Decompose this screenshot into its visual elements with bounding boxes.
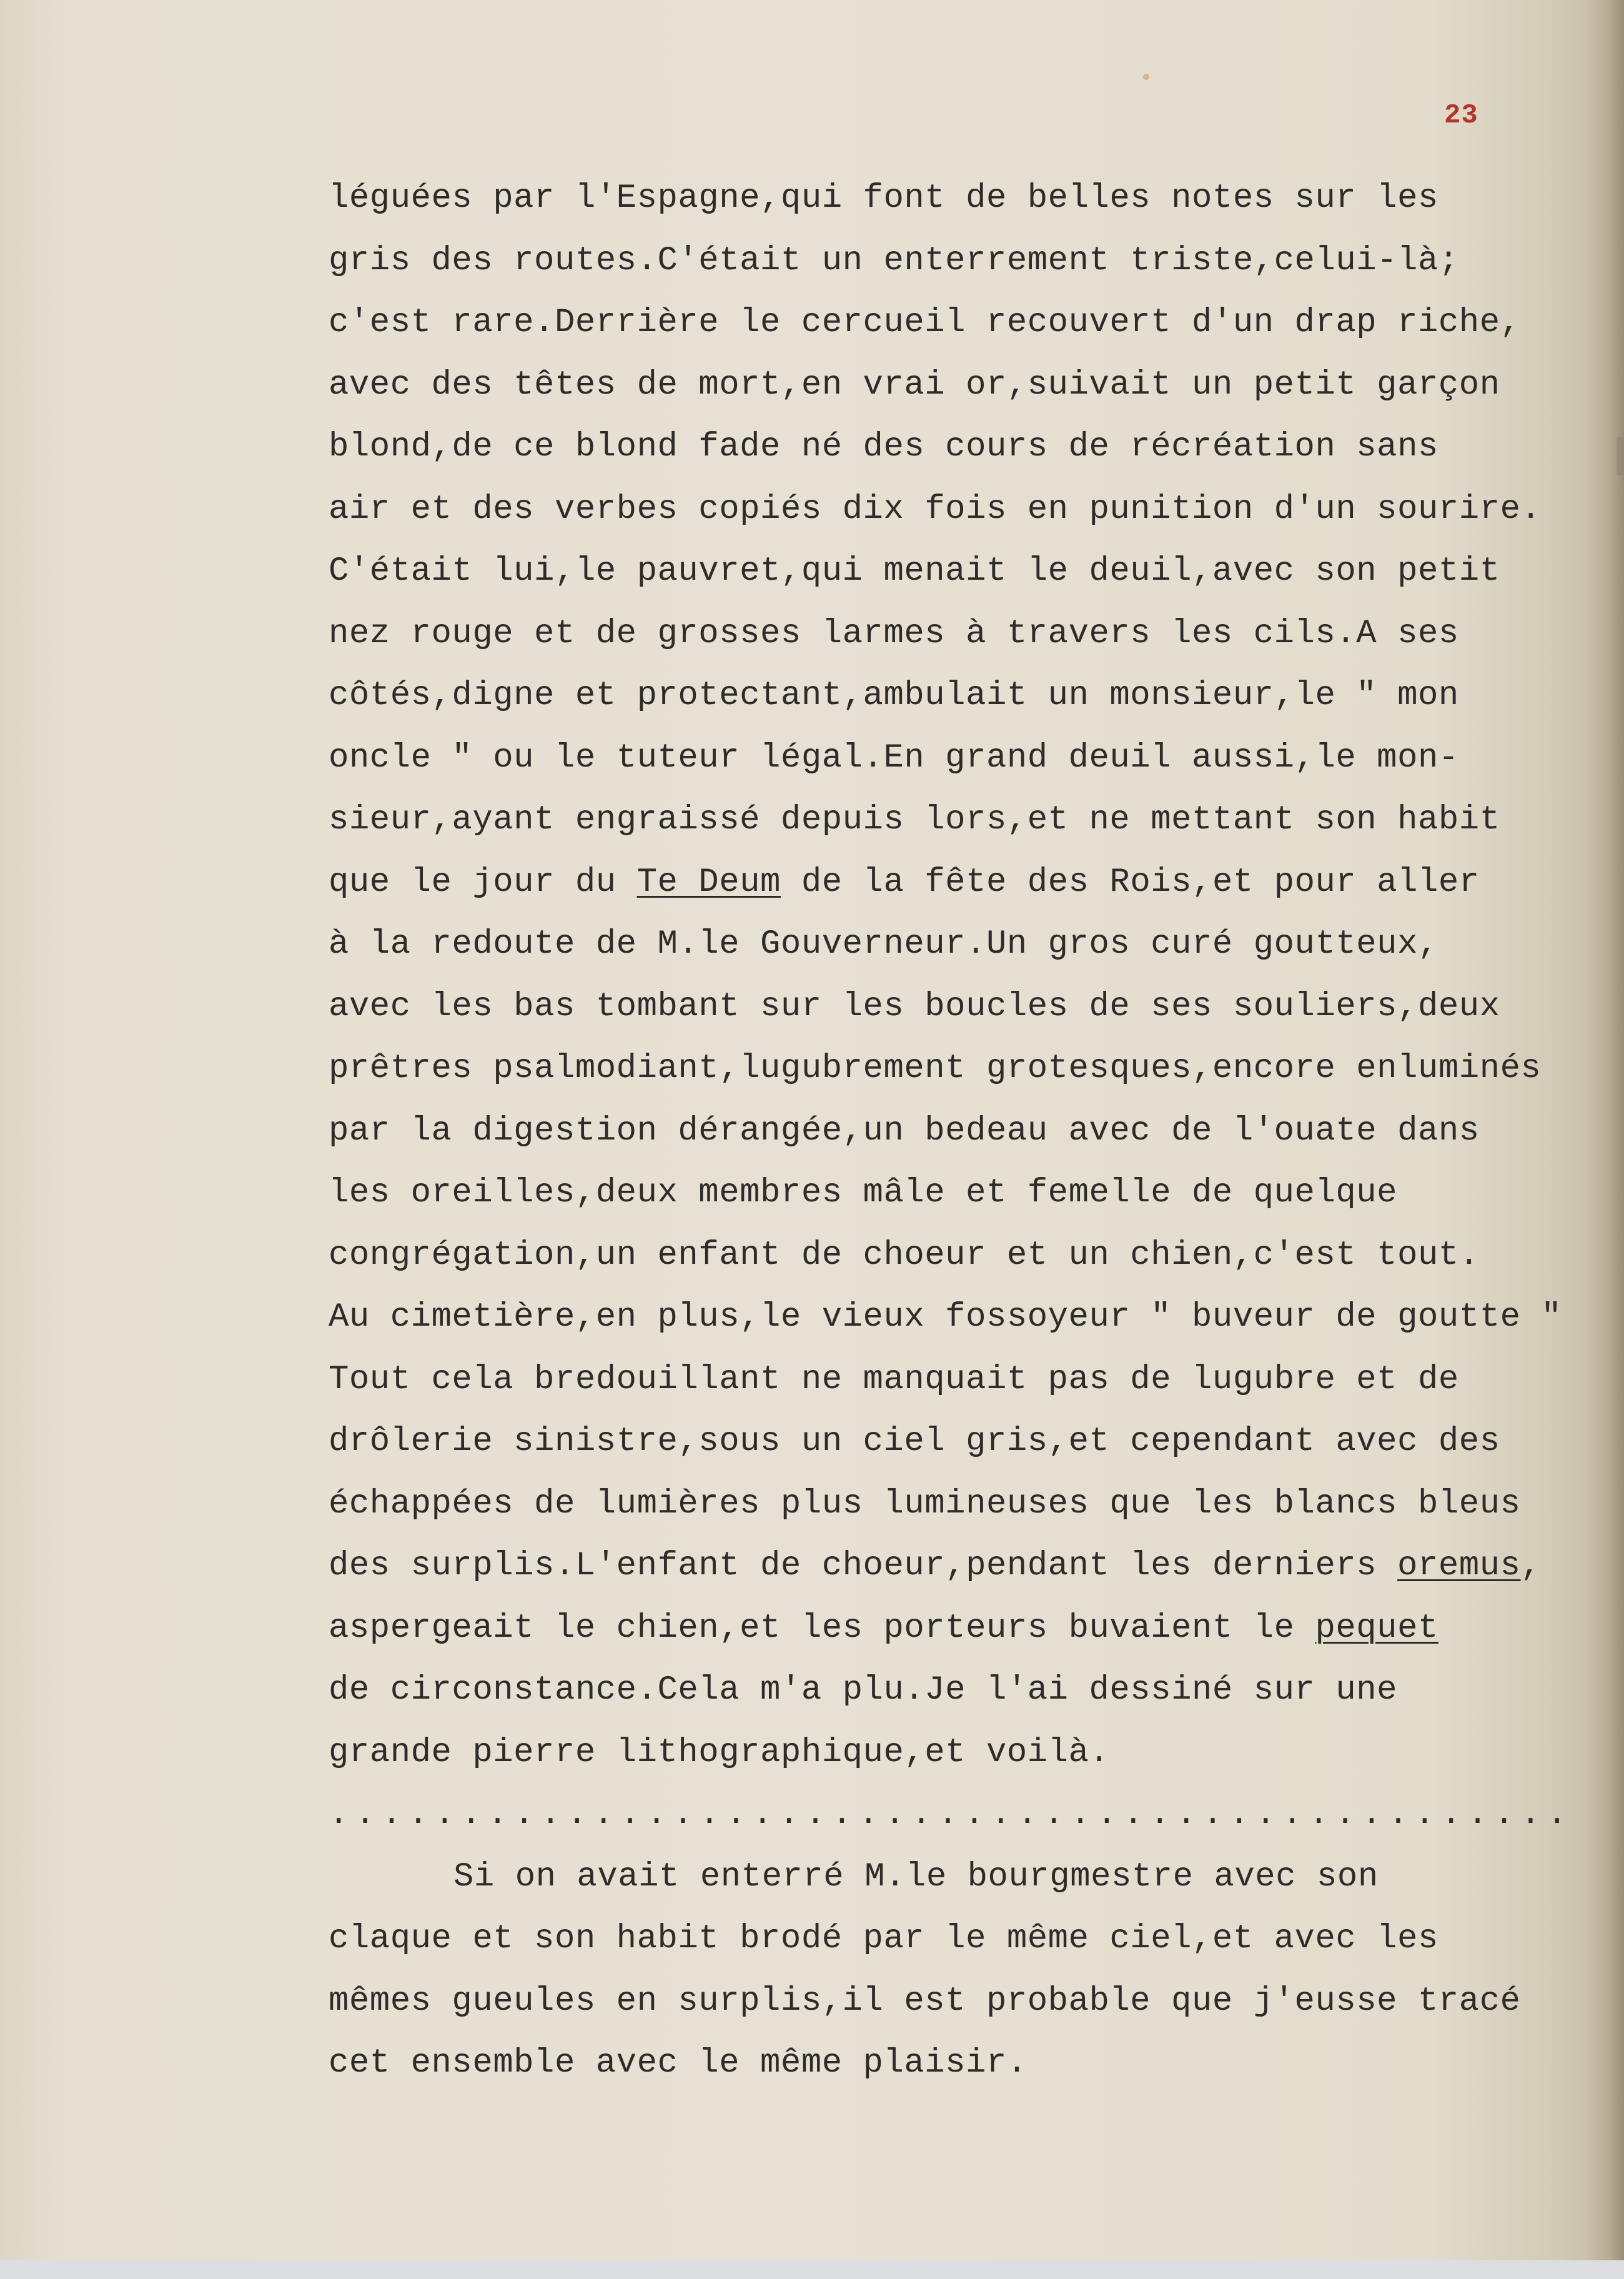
text-line-indented: Si on avait enterré M.le bourgmestre avec son — [453, 1857, 1379, 1896]
text-line: Tout cela bredouillant ne manquait pas de lugubre et de — [329, 1360, 1459, 1399]
page-number: 23 — [1444, 100, 1478, 131]
text-line: prêtres psalmodiant,lugubrement grotesques,encore enluminés — [329, 1050, 1542, 1088]
text-line: nez rouge et de grosses larmes à travers les cils.A ses — [329, 614, 1459, 653]
text-line-with-underline — [329, 1535, 1590, 1597]
text-line: C'était lui,le pauvret,qui menait le deuil,avec son petit — [329, 552, 1500, 590]
text-line: de circonstance.Cela m'a plu.Je l'ai dessiné sur une — [329, 1671, 1398, 1709]
text-line: claque et son habit brodé par le même ciel,et avec les — [329, 1920, 1438, 1958]
text-line: grande pierre lithographique,et voilà. — [329, 1733, 1110, 1772]
text-line: cet ensemble avec le même plaisir. — [329, 2044, 1027, 2082]
paper-stain — [1143, 74, 1149, 80]
text-line: oncle " ou le tuteur légal.En grand deuil aussi,le mon- — [329, 738, 1459, 777]
text-line: échappées de lumières plus lumineuses que les blancs bleus — [329, 1484, 1521, 1523]
scan-bottom-margin — [0, 2260, 1624, 2279]
text-line: avec les bas tombant sur les boucles de ses souliers,deux — [329, 987, 1500, 1026]
typed-text-body — [329, 167, 1590, 2095]
text-line: par la digestion dérangée,un bedeau avec de l'ouate dans — [329, 1111, 1480, 1150]
text-line: côtés,digne et protectant,ambulait un monsieur,le " mon — [329, 677, 1459, 715]
line-segment: aspergeait le chien,et les porteurs buvaient le — [329, 1609, 1315, 1647]
text-line: air et des verbes copiés dix fois en punition d'un sourire. — [329, 490, 1542, 529]
text-line: à la redoute de M.le Gouverneur.Un gros curé goutteux, — [329, 925, 1438, 963]
line-segment: que le jour du — [329, 863, 637, 901]
page-edge-shadow — [1587, 0, 1624, 2279]
text-line: sieur,ayant engraissé depuis lors,et ne mettant son habit — [329, 801, 1500, 839]
line-segment: de la fête des Rois,et pour aller — [780, 863, 1480, 901]
text-line: léguées par l'Espagne,qui font de belles notes sur les — [329, 179, 1438, 217]
text-line: c'est rare.Derrière le cercueil recouvert d'un drap riche, — [329, 304, 1521, 342]
line-segment: des surplis.L'enfant de choeur,pendant les derniers — [329, 1547, 1398, 1585]
line-segment: , — [1520, 1547, 1542, 1585]
text-line-with-underline — [329, 852, 1590, 914]
text-line: les oreilles,deux membres mâle et femelle de quelque — [329, 1174, 1398, 1212]
text-line: congrégation,un enfant de choeur et un chien,c'est tout. — [329, 1236, 1480, 1274]
text-line: avec des têtes de mort,en vrai or,suivait un petit garçon — [329, 365, 1500, 404]
text-line: gris des routes.C'était un enterrement triste,celui-là; — [329, 241, 1459, 280]
underlined-term-oremus: oremus — [1397, 1547, 1521, 1585]
binding-mark — [1617, 437, 1624, 475]
text-line: mêmes gueules en surplis,il est probable que j'eusse tracé — [329, 1982, 1521, 2020]
text-line-with-underline — [329, 1597, 1590, 1660]
text-line: drôlerie sinistre,sous un ciel gris,et cependant avec des — [329, 1423, 1500, 1461]
text-line: Au cimetière,en plus,le vieux fossoyeur " buveur de goutte " — [329, 1298, 1562, 1336]
text-line: blond,de ce blond fade né des cours de récréation sans — [329, 428, 1438, 466]
underlined-term-te-deum: Te Deum — [636, 863, 781, 901]
dotted-separator: ............................................... — [329, 1795, 1574, 1834]
underlined-term-pequet: pequet — [1315, 1609, 1438, 1647]
